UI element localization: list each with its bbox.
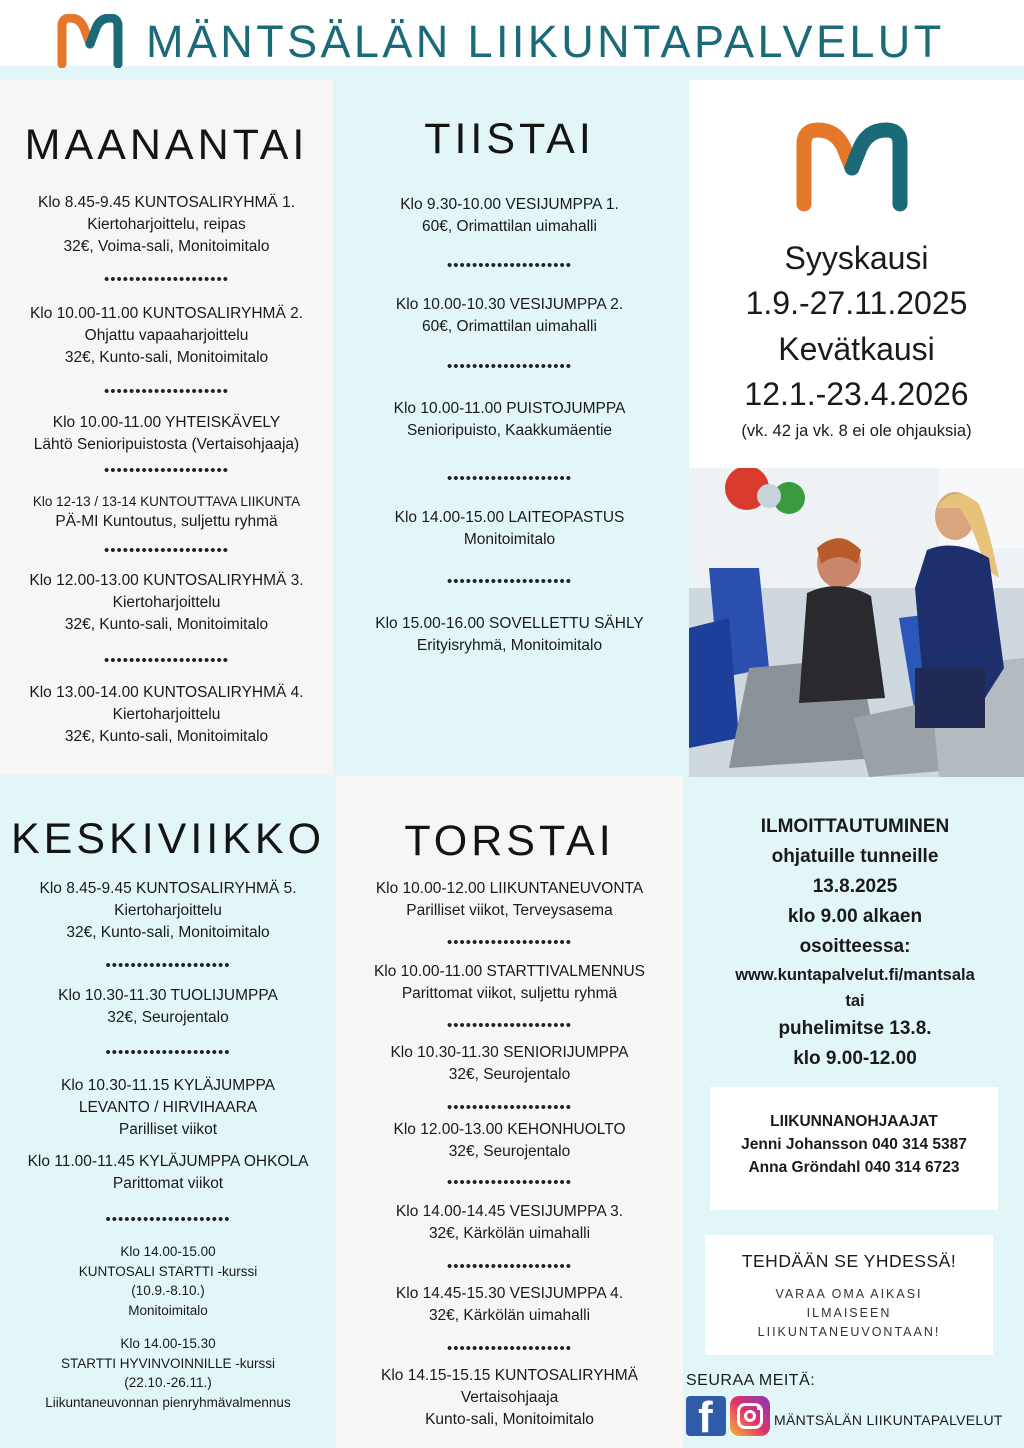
schedule-entry: Klo 12.00-13.00 KUNTOSALIRYHMÄ 3. Kiertoharjoittelu 32€, Kunto-sali, Monitoimitalo xyxy=(29,572,304,633)
day-title-thursday: TORSTAI xyxy=(404,817,615,865)
wednesday-column xyxy=(0,776,336,1448)
schedule-entry: Klo 15.00-16.00 SOVELLETTU SÄHLY Erityisryhmä, Monitoimitalo xyxy=(375,615,644,654)
dot-divider: •••••••••••••••••••• xyxy=(446,934,573,951)
schedule-entry: Klo 13.00-14.00 KUNTOSALIRYHMÄ 4. Kiertoharjoittelu 32€, Kunto-sali, Monitoimitalo xyxy=(29,684,304,745)
facebook-icon[interactable]: f xyxy=(686,1396,726,1436)
dot-divider: •••••••••••••••••••• xyxy=(105,1044,231,1061)
schedule-entry: Klo 10.00-12.00 LIIKUNTANEUVONTA Parilliset viikot, Terveysasema xyxy=(375,880,644,919)
day-title-wednesday: KESKIVIIKKO xyxy=(10,815,326,863)
dot-divider: •••••••••••••••••••• xyxy=(446,1340,573,1357)
schedule-entry: Klo 14.45-15.30 VESIJUMPPA 4. 32€, Kärkölän uimahalli xyxy=(395,1285,624,1324)
schedule-entry: Klo 9.30-10.00 VESIJUMPPA 1. 60€, Orimattilan uimahalli xyxy=(400,196,619,235)
day-title-monday: MAANANTAI xyxy=(24,121,309,169)
schedule-entry: Klo 12-13 / 13-14 KUNTOUTTAVA LIIKUNTA PÄ-MI Kuntoutus, suljettu ryhmä xyxy=(32,494,301,530)
schedule-entry: Klo 10.30-11.30 TUOLIJUMPPA 32€, Seurojentalo xyxy=(58,987,278,1026)
schedule-entry: Klo 14.00-15.00 LAITEOPASTUS Monitoimitalo xyxy=(394,509,625,548)
schedule-entry: Klo 14.00-15.00 KUNTOSALI STARTTI -kurssi (10.9.-8.10.) Monitoimitalo xyxy=(78,1244,258,1318)
schedule-entry: Klo 12.00-13.00 KEHONHUOLTO 32€, Seurojentalo xyxy=(393,1121,626,1160)
dot-divider: •••••••••••••••••••• xyxy=(103,462,230,479)
page-title: MÄNTSÄLÄN LIIKUNTAPALVELUT xyxy=(146,16,945,67)
together-box: TEHDÄÄN SE YHDESSÄ! VARAA OMA AIKASI ILMAISEEN LIIKUNTANEUVONTAAN! xyxy=(705,1235,993,1355)
dot-divider: •••••••••••••••••••• xyxy=(103,652,230,669)
brand-logo xyxy=(792,120,912,212)
dot-divider: •••••••••••••••••••• xyxy=(103,383,230,400)
dot-divider: •••••••••••••••••••• xyxy=(103,542,230,559)
follow-label: SEURAA MEITÄ: xyxy=(686,1372,816,1389)
autumn-label: Syyskausi xyxy=(784,240,929,276)
dot-divider: •••••••••••••••••••• xyxy=(446,1174,573,1191)
dot-divider: •••••••••••••••••••• xyxy=(446,573,573,590)
autumn-dates: 1.9.-27.11.2025 xyxy=(745,285,968,321)
dot-divider: •••••••••••••••••••• xyxy=(446,1017,573,1034)
brand-logo xyxy=(56,14,124,68)
schedule-entry: Klo 10.30-11.30 SENIORIJUMPPA 32€, Seurojentalo xyxy=(390,1044,629,1083)
schedule-entry: Klo 10.00-10.30 VESIJUMPPA 2. 60€, Orimattilan uimahalli xyxy=(395,296,624,335)
instructor-contact: Anna Gröndahl 040 314 6723 xyxy=(748,1159,960,1176)
social-section xyxy=(686,1371,1003,1440)
gym-photo xyxy=(689,468,1024,777)
together-title: TEHDÄÄN SE YHDESSÄ! xyxy=(741,1251,957,1271)
dot-divider: •••••••••••••••••••• xyxy=(446,1258,573,1275)
schedule-entry: Klo 14.00-15.30 STARTTI HYVINVOINNILLE -kurssi (22.10.-26.11.) Liikuntaneuvonnan pienryhmävalmennus xyxy=(45,1336,291,1410)
gym-photo-illustration xyxy=(689,468,1024,777)
registration-heading: ILMOITTAUTUMINEN xyxy=(760,816,950,837)
dot-divider: •••••••••••••••••••• xyxy=(446,358,573,375)
spring-label: Kevätkausi xyxy=(778,331,935,367)
schedule-entry: Klo 14.00-14.45 VESIJUMPPA 3. 32€, Kärkölän uimahalli xyxy=(395,1203,624,1242)
tuesday-column xyxy=(336,80,683,775)
registration-info: ILMOITTAUTUMINEN ohjatuille tunneille 13.8.2025 klo 9.00 alkaen osoitteessa: www.kuntapalvelut.fi/mantsala tai puhelimitse 13.8. klo 9.00-12.00 xyxy=(705,812,1005,1074)
schedule-entry: Klo 10.00-11.00 YHTEISKÄVELY Lähtö Senioripuistosta (Vertaisohjaaja) xyxy=(33,414,300,453)
dot-divider: •••••••••••••••••••• xyxy=(446,257,573,274)
instagram-icon[interactable] xyxy=(730,1396,770,1436)
dot-divider: •••••••••••••••••••• xyxy=(105,957,231,974)
schedule-entry: Klo 10.30-11.15 KYLÄJUMPPA LEVANTO / HIRVIHAARA Parilliset viikot xyxy=(61,1077,275,1138)
schedule-entry: Klo 11.00-11.45 KYLÄJUMPPA OHKOLA Parittomat viikot xyxy=(27,1153,309,1192)
dot-divider: •••••••••••••••••••• xyxy=(446,470,573,487)
day-title-tuesday: TIISTAI xyxy=(424,115,595,163)
season-card xyxy=(689,80,1024,468)
instructor-contact: Jenni Johansson 040 314 5387 xyxy=(741,1136,967,1153)
schedule-entry: Klo 14.15-15.15 KUNTOSALIRYHMÄ Vertaisohjaaja Kunto-sali, Monitoimitalo xyxy=(380,1367,639,1428)
instructors-box xyxy=(710,1087,998,1210)
social-account-name: MÄNTSÄLÄN LIIKUNTAPALVELUT xyxy=(774,1412,1003,1428)
schedule-entry: Klo 10.00-11.00 KUNTOSALIRYHMÄ 2. Ohjattu vapaaharjoittelu 32€, Kunto-sali, Monitoimitalo xyxy=(29,305,304,366)
schedule-entry: Klo 8.45-9.45 KUNTOSALIRYHMÄ 1. Kiertoharjoittelu, reipas 32€, Voima-sali, Monitoimitalo xyxy=(37,194,295,255)
schedule-entry: Klo 8.45-9.45 KUNTOSALIRYHMÄ 5. Kiertoharjoittelu 32€, Kunto-sali, Monitoimitalo xyxy=(39,880,297,941)
schedule-entry: Klo 10.00-11.00 PUISTOJUMPPA Senioripuisto, Kaakkumäentie xyxy=(393,400,626,439)
thursday-column xyxy=(336,776,683,1448)
dot-divider: •••••••••••••••••••• xyxy=(105,1211,231,1228)
monday-column xyxy=(0,80,333,775)
season-note: (vk. 42 ja vk. 8 ei ole ohjauksia) xyxy=(741,422,972,440)
dot-divider: •••••••••••••••••••• xyxy=(103,271,230,288)
dot-divider: •••••••••••••••••••• xyxy=(446,1099,573,1116)
schedule-entry: Klo 10.00-11.00 STARTTIVALMENNUS Parittomat viikot, suljettu ryhmä xyxy=(373,963,646,1002)
instructors-title: LIIKUNNANOHJAAJAT xyxy=(770,1113,938,1130)
spring-dates: 12.1.-23.4.2026 xyxy=(744,376,969,412)
registration-link[interactable]: www.kuntapalvelut.fi/mantsala xyxy=(735,966,975,984)
